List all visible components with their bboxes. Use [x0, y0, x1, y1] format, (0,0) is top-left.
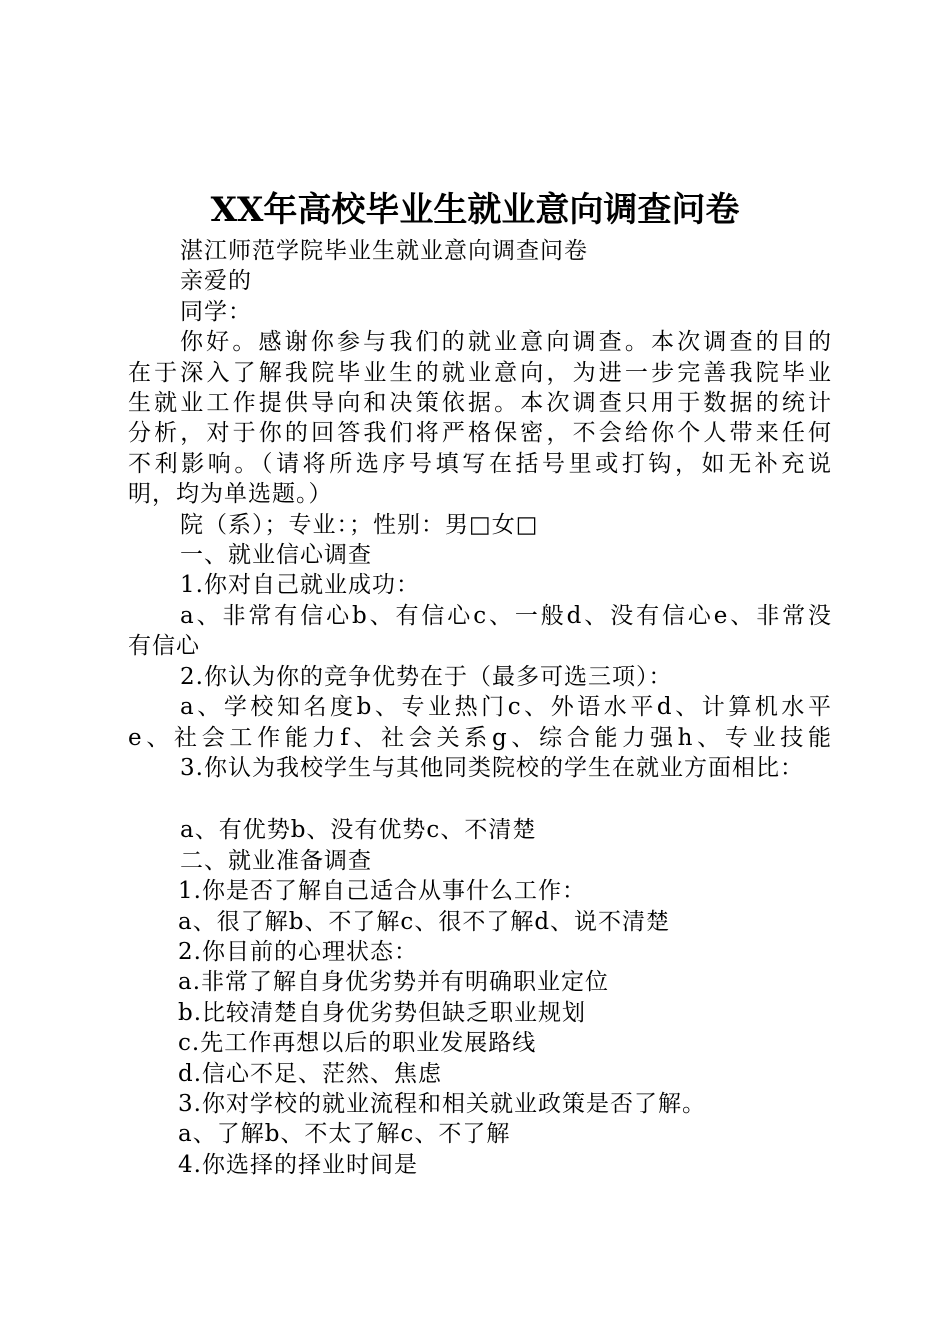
text-line: 亲爱的: [180, 268, 252, 295]
paragraph-line: 生就业工作提供导向和决策依据。本次调查只用于数据的统计: [128, 390, 832, 417]
options-line: 有信心: [128, 633, 200, 660]
question-line: 1.你是否了解自己适合从事什么工作：: [178, 878, 586, 905]
options-line: a、非常有信心b、有信心c、一般d、没有信心e、非常没: [180, 602, 832, 629]
section-heading: 一、就业信心调查: [180, 542, 372, 569]
paragraph-line: 分析，对于你的回答我们将严格保密，不会给你个人带来任何: [128, 420, 832, 447]
text-line: 同学：: [180, 298, 252, 325]
paragraph-line: 你好。感谢你参与我们的就业意向调查。本次调查的目的: [180, 329, 832, 356]
options-line: b.比较清楚自身优劣势但缺乏职业规划: [178, 999, 587, 1026]
question-line: 2.你认为你的竞争优势在于（最多可选三项）：: [180, 663, 673, 690]
options-line: a、很了解b、不了解c、很不了解d、说不清楚: [178, 908, 671, 935]
question-line: 3.你认为我校学生与其他同类院校的学生在就业方面相比：: [180, 754, 804, 781]
question-line: 2.你目前的心理状态：: [178, 938, 418, 965]
options-line: d.信心不足、茫然、焦虑: [178, 1060, 443, 1087]
subtitle-line: 湛江师范学院毕业生就业意向调查问卷: [180, 238, 588, 264]
options-line: c.先工作再想以后的职业发展路线: [178, 1030, 537, 1057]
document-body: [128, 236, 832, 1180]
form-fields-line: 院（系）；专业：；性别：男□女□: [180, 511, 539, 538]
options-line: a、学校知名度b、专业热门c、外语水平d、计算机水平: [180, 694, 832, 721]
options-line: a.非常了解自身优劣势并有明确职业定位: [178, 969, 610, 996]
options-line: a、了解b、不太了解c、不了解: [178, 1121, 511, 1148]
paragraph-line: 明，均为单选题。）: [128, 481, 333, 508]
section-heading: 二、就业准备调查: [180, 847, 372, 874]
options-line: e、社会工作能力f、社会关系g、综合能力强h、专业技能: [128, 724, 832, 751]
paragraph-line: 在于深入了解我院毕业生的就业意向，为进一步完善我院毕业: [128, 359, 832, 386]
question-line: 4.你选择的择业时间是: [178, 1151, 418, 1178]
question-line: 3.你对学校的就业流程和相关就业政策是否了解。: [178, 1090, 706, 1117]
options-line: a、有优势b、没有优势c、不清楚: [180, 817, 537, 844]
document-title: XX年高校毕业生就业意向调查问卷: [210, 190, 740, 230]
paragraph-line: 不利影响。（请将所选序号填写在括号里或打钩，如无补充说: [128, 450, 832, 477]
question-line: 1.你对自己就业成功：: [180, 572, 420, 599]
